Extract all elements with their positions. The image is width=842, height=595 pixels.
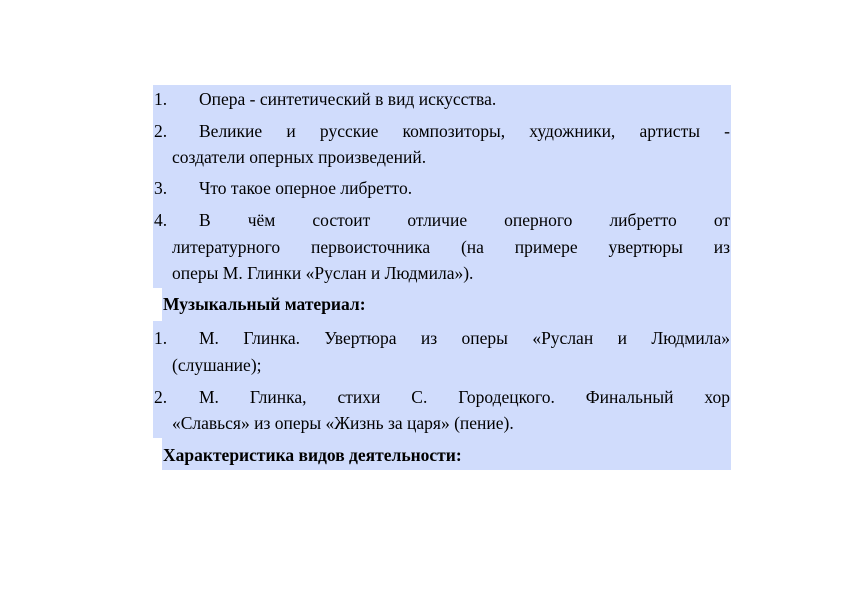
list-item-text: Великие и русские композиторы, художники, артисты - xyxy=(199,121,730,141)
list-item-text: «Славься» из оперы «Жизнь за царя» (пение). xyxy=(172,413,514,433)
list-item-text: Опера - синтетический в вид искусства. xyxy=(199,89,497,109)
list-item-text: (слушание); xyxy=(172,355,262,375)
list-item-text: В чём состоит отличие оперного либретто от xyxy=(199,210,730,230)
list-item-number: 4. xyxy=(154,210,168,230)
list-item-text: создатели оперных произведений. xyxy=(172,147,427,167)
list-item-number: 2. xyxy=(154,387,168,407)
list-item-text: оперы М. Глинки «Руслан и Людмила»). xyxy=(172,263,474,283)
list-item-number: 3. xyxy=(154,178,168,198)
section-heading-music: Музыкальный материал: xyxy=(163,294,366,314)
list-item-text: Что такое оперное либретто. xyxy=(199,178,413,198)
list-item-number: 1. xyxy=(154,328,168,348)
list-item-text: литературного первоисточника (на примере увертюры из xyxy=(172,237,730,257)
list-item-number: 1. xyxy=(154,89,168,109)
list-item-text: М. Глинка, стихи С. Городецкого. Финальный хор xyxy=(199,387,730,407)
section-heading-activities: Характеристика видов деятельности: xyxy=(163,445,462,465)
list-item-text: М. Глинка. Увертюра из оперы «Руслан и Людмила» xyxy=(199,328,730,348)
list-item-number: 2. xyxy=(154,121,168,141)
